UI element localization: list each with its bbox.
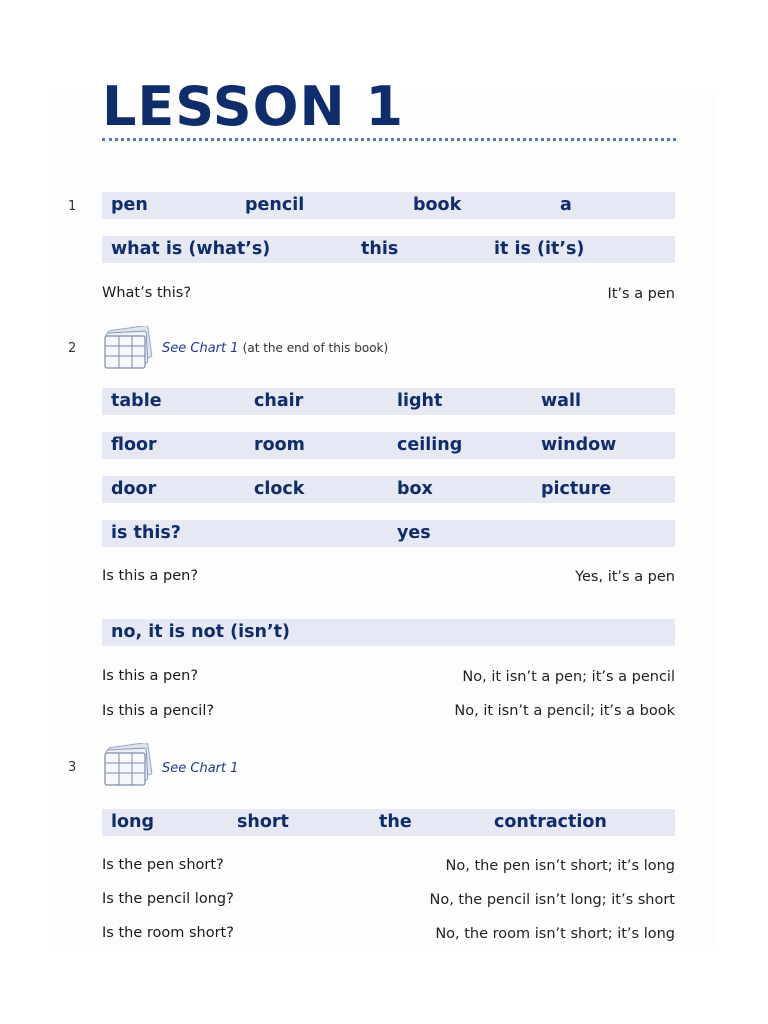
vocab-word: chair	[254, 391, 304, 411]
vocab-word: no, it is not (isn’t)	[111, 622, 291, 642]
section-number: 1	[68, 199, 77, 214]
vocab-word: wall	[541, 391, 581, 411]
answer-text: No, the pen isn’t short; it’s long	[445, 858, 675, 874]
vocab-word: room	[254, 435, 305, 455]
answer-text: No, the pencil isn’t long; it’s short	[429, 892, 675, 908]
vocab-word: yes	[397, 523, 431, 543]
answer-text: It’s a pen	[607, 286, 675, 302]
vocab-word: window	[541, 435, 617, 455]
vocab-word: it is (it’s)	[494, 239, 585, 259]
vocab-band	[102, 520, 675, 547]
question-text: Is the pen short?	[102, 857, 224, 873]
answer-text: No, it isn’t a pencil; it’s a book	[454, 703, 675, 719]
vocab-word: this	[361, 239, 399, 259]
vocab-band	[102, 192, 675, 219]
question-text: Is the room short?	[102, 925, 234, 941]
vocab-word: what is (what’s)	[111, 239, 271, 259]
vocab-band	[102, 619, 675, 646]
question-text: Is this a pen?	[102, 568, 199, 584]
chart-reference-label: See Chart 1	[162, 761, 239, 776]
title-divider	[102, 138, 676, 141]
vocab-word: pen	[111, 195, 148, 215]
vocab-word: picture	[541, 479, 612, 499]
answer-text: Yes, it’s a pen	[575, 569, 675, 585]
vocab-word: door	[111, 479, 157, 499]
section-number: 2	[68, 341, 77, 356]
vocab-word: contraction	[494, 812, 607, 832]
vocab-word: ceiling	[397, 435, 463, 455]
chart-icon	[102, 326, 154, 372]
answer-text: No, it isn’t a pen; it’s a pencil	[462, 669, 675, 685]
question-text: What’s this?	[102, 285, 192, 301]
vocab-word: short	[237, 812, 289, 832]
vocab-band	[102, 476, 675, 503]
vocab-word: table	[111, 391, 162, 411]
section-number: 3	[68, 760, 77, 775]
question-text: Is this a pen?	[102, 668, 199, 684]
question-text: Is this a pencil?	[102, 703, 215, 719]
vocab-word: clock	[254, 479, 305, 499]
chart-icon	[102, 743, 154, 789]
vocab-word: box	[397, 479, 433, 499]
vocab-word: the	[379, 812, 412, 832]
vocab-word: long	[111, 812, 155, 832]
vocab-word: book	[413, 195, 462, 215]
vocab-word: light	[397, 391, 443, 411]
vocab-word: is this?	[111, 523, 181, 543]
lesson-title: LESSON 1	[102, 75, 405, 138]
vocab-word: pencil	[245, 195, 305, 215]
chart-reference-label: See Chart 1	[162, 341, 239, 356]
answer-text: No, the room isn’t short; it’s long	[435, 926, 675, 942]
question-text: Is the pencil long?	[102, 891, 234, 907]
vocab-word: floor	[111, 435, 157, 455]
vocab-band	[102, 388, 675, 415]
chart-reference	[162, 341, 388, 356]
chart-reference	[162, 761, 239, 776]
vocab-word: a	[560, 195, 572, 215]
vocab-band	[102, 809, 675, 836]
vocab-band	[102, 236, 675, 263]
vocab-band	[102, 432, 675, 459]
chart-reference-note: (at the end of this book)	[242, 341, 389, 355]
